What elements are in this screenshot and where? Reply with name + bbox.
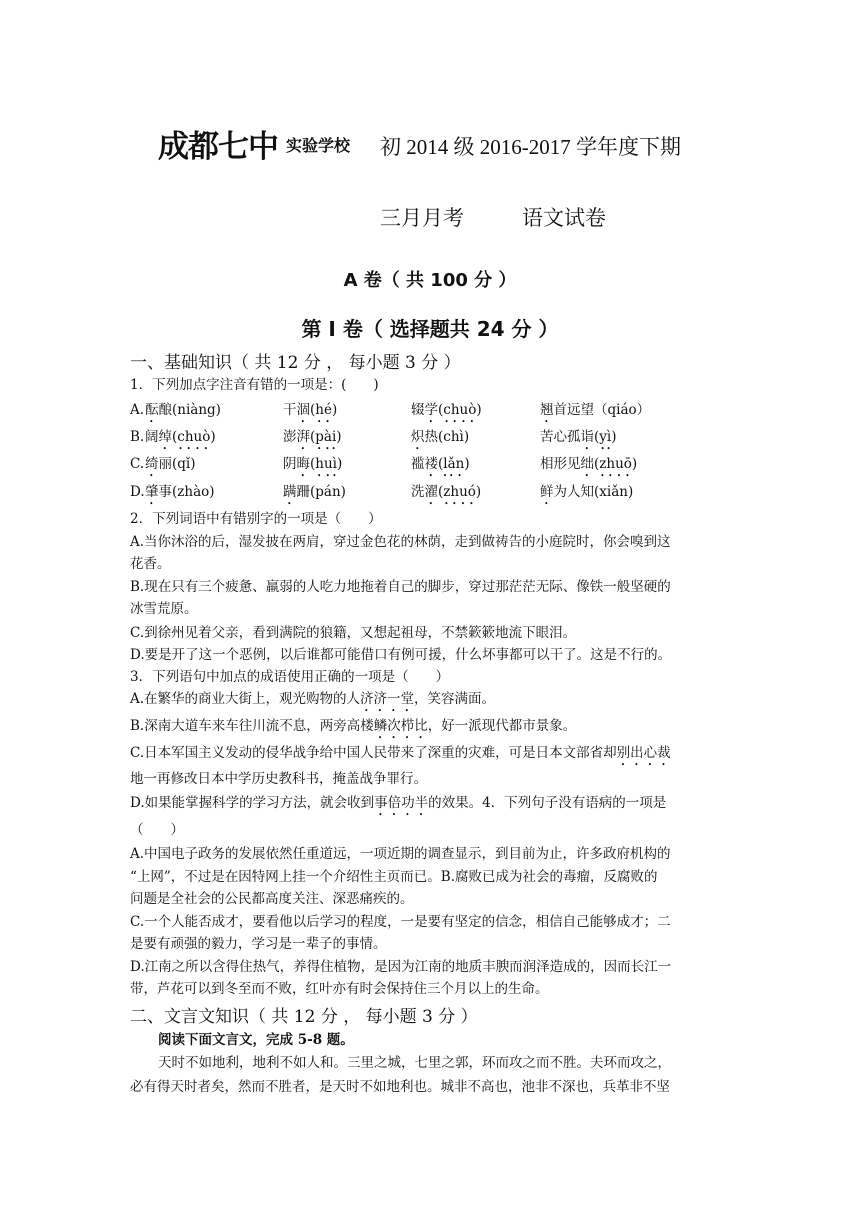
word-head: 褴 bbox=[411, 456, 425, 472]
option-word bbox=[145, 401, 221, 426]
word-head: 阔 bbox=[145, 429, 159, 445]
option-word bbox=[540, 455, 637, 480]
dotted-char: 绌(zhuō) bbox=[580, 456, 638, 472]
word-head: 洗 bbox=[411, 484, 425, 500]
option-letter: D. bbox=[130, 484, 145, 500]
option-word bbox=[283, 483, 346, 508]
dotted-char: 翘 bbox=[540, 402, 554, 418]
question-4-option-d-cont: 带，芦花可以到冬至而不败，红叶亦有时会保持住三个月以上的生命。 bbox=[130, 981, 549, 997]
option-text: B.深南大道车来车往川流不息，两旁高楼 bbox=[130, 718, 374, 734]
question-4-option-c: C.一个人能否成才，要看他以后学习的程度，一是要有坚定的信念，相信自己能够成才；二 bbox=[130, 914, 671, 930]
exam-name: 三月月考 bbox=[380, 206, 464, 230]
part-one-heading: 第 Ⅰ 卷（ 选择题共 24 分 ） bbox=[301, 317, 559, 341]
word-rest: 酿(niàng) bbox=[158, 402, 221, 418]
option-word bbox=[145, 455, 196, 480]
word-head: 辍 bbox=[411, 402, 425, 418]
section-two-title: 二、文言文知识（ 共 12 分 ， 每小题 3 分 ） bbox=[130, 1007, 478, 1027]
question-3-option-a bbox=[130, 690, 495, 715]
option-word bbox=[540, 428, 616, 453]
option-word bbox=[540, 483, 633, 508]
option-text: 的效果。4．下列句子没有语病的一项是 bbox=[428, 795, 667, 811]
question-2-option-b: B.现在只有三个疲惫、羸弱的人吃力地拖着自己的脚步，穿过那茫茫无际、像铁一般坚硬的 bbox=[130, 579, 671, 595]
option-letter: B. bbox=[130, 429, 145, 445]
reading-instruction: 阅读下面文言文，完成 5-8 题。 bbox=[158, 1032, 354, 1048]
dotted-char: 学(chuò) bbox=[424, 402, 482, 418]
question-2-option-d: D.要是开了这一个恶例，以后谁都可能借口有例可援，什么坏事都可以干了。这是不行的。 bbox=[130, 647, 672, 663]
option-text: C.日本军国主义发动的侵华战争给中国人民带来了深重的灾难，可是日本文部省却 bbox=[130, 745, 617, 761]
dotted-char: 诣(yì) bbox=[580, 429, 617, 445]
word-head: 相形见 bbox=[540, 456, 581, 472]
question-4-option-d: D.江南之所以含得住热气，养得住植物，是因为江南的地质丰腴而润泽造成的，因而长江一 bbox=[130, 959, 672, 975]
dotted-idiom: 鳞次栉比 bbox=[373, 718, 428, 734]
dotted-char: 鲜 bbox=[540, 484, 554, 500]
question-2-stem: 2．下列词语中有错别字的一项是（ ） bbox=[130, 511, 382, 527]
section-one-title: 一、基础知识（ 共 12 分 ， 每小题 3 分 ） bbox=[130, 353, 461, 373]
term-heading: 初 2014 级 2016-2017 学年度下期 bbox=[380, 135, 681, 159]
question-3-option-c-cont: 地一再修改日本中学历史教科书，掩盖战争罪行。 bbox=[130, 771, 427, 787]
word-rest: 为人知(xiǎn) bbox=[553, 484, 634, 500]
dotted-idiom: 事倍功半 bbox=[374, 795, 429, 811]
school-name: 成都七中 bbox=[158, 129, 278, 165]
option-word bbox=[283, 455, 342, 480]
word-rest: 跚(pán) bbox=[296, 484, 346, 500]
dotted-char: 蹒 bbox=[283, 484, 297, 500]
option-word bbox=[283, 428, 342, 453]
dotted-char: 涸(hé) bbox=[296, 402, 338, 418]
question-4-option-a-cont: “上网”，不过是在因特网上挂一个介绍性主页而已。B.腐败已成为社会的毒瘤，反腐败的 bbox=[130, 869, 658, 885]
school-name-suffix: 实验学校 bbox=[286, 136, 351, 155]
word-head: 干 bbox=[283, 402, 297, 418]
option-word bbox=[411, 455, 470, 480]
word-rest: 首远望（qiáo） bbox=[553, 402, 651, 418]
option-word bbox=[283, 401, 337, 426]
option-word bbox=[411, 401, 482, 426]
word-rest: 丽(qǐ) bbox=[158, 456, 196, 472]
passage-line-1: 天时不如地利，地利不如人和。三里之城，七里之郭，环而攻之而不胜。夫环而攻之， bbox=[158, 1055, 671, 1071]
question-1-stem: 1．下列加点字注音有错的一项是：( ) bbox=[130, 377, 379, 393]
option-word bbox=[411, 428, 469, 453]
passage-line-2: 必有得天时者矣，然而不胜者，是天时不如地利也。城非不高也，池非不深也，兵革非不坚 bbox=[130, 1079, 670, 1095]
option-word bbox=[411, 483, 481, 508]
option-text: D.如果能掌握科学的学习方法，就会收到 bbox=[130, 795, 375, 811]
question-2-option-b-cont: 冰雪荒原。 bbox=[130, 601, 198, 617]
dotted-idiom: 别出心裁 bbox=[616, 745, 671, 761]
dotted-char: 肇 bbox=[145, 484, 159, 500]
dotted-char: 绰(chuò) bbox=[158, 429, 216, 445]
dotted-char: 湃(pài) bbox=[296, 429, 342, 445]
dotted-char: 晦(huì) bbox=[296, 456, 343, 472]
dotted-char: 褛(lǎn) bbox=[424, 456, 470, 472]
dotted-char: 绮 bbox=[145, 456, 159, 472]
dotted-idiom: 济济一堂 bbox=[360, 691, 415, 707]
subject-name: 语文试卷 bbox=[522, 206, 606, 230]
option-text: ，好一派现代都市景象。 bbox=[427, 718, 577, 734]
option-letter: C. bbox=[130, 456, 145, 472]
question-4-answer-paren: （ ） bbox=[130, 822, 184, 838]
question-3-option-d bbox=[130, 794, 666, 819]
dotted-char: 酝 bbox=[145, 402, 159, 418]
dotted-char: 炽 bbox=[411, 429, 425, 445]
question-4-option-c-cont: 是要有顽强的毅力，学习是一辈子的事情。 bbox=[130, 936, 387, 952]
option-text: ，笑容满面。 bbox=[414, 691, 496, 707]
paper-a-heading: A 卷（ 共 100 分 ） bbox=[343, 270, 517, 291]
word-head: 阴 bbox=[283, 456, 297, 472]
option-word bbox=[145, 483, 215, 508]
dotted-char: 濯(zhuó) bbox=[424, 484, 482, 500]
word-head: 澎 bbox=[283, 429, 297, 445]
option-letter: A. bbox=[130, 402, 145, 418]
option-word bbox=[540, 401, 650, 426]
question-4-option-a-cont2: 问题是全社会的公民都高度关注、深恶痛疾的。 bbox=[130, 891, 414, 907]
word-rest: 热(chì) bbox=[424, 429, 470, 445]
option-word bbox=[145, 428, 216, 453]
question-2-option-a-cont: 花香。 bbox=[130, 556, 171, 572]
word-head: 苦心孤 bbox=[540, 429, 581, 445]
question-3-option-b bbox=[130, 717, 576, 742]
question-3-option-c bbox=[130, 744, 671, 769]
question-2-option-c: C.到徐州见着父亲，看到满院的狼籍，又想起祖母，不禁簌簌地流下眼泪。 bbox=[130, 625, 577, 641]
question-2-option-a: A.当你沐浴的后，湿发披在两肩，穿过金色花的林荫，走到做祷告的小庭院时，你会嗅到这 bbox=[130, 534, 671, 550]
word-rest: 事(zhào) bbox=[158, 484, 215, 500]
question-4-option-a: A.中国电子政务的发展依然任重道远，一项近期的调查显示，到目前为止，许多政府机构的 bbox=[130, 846, 671, 862]
question-3-stem: 3．下列语句中加点的成语使用正确的一项是（ ） bbox=[130, 669, 450, 685]
option-text: A.在繁华的商业大街上，观光购物的人 bbox=[130, 691, 361, 707]
